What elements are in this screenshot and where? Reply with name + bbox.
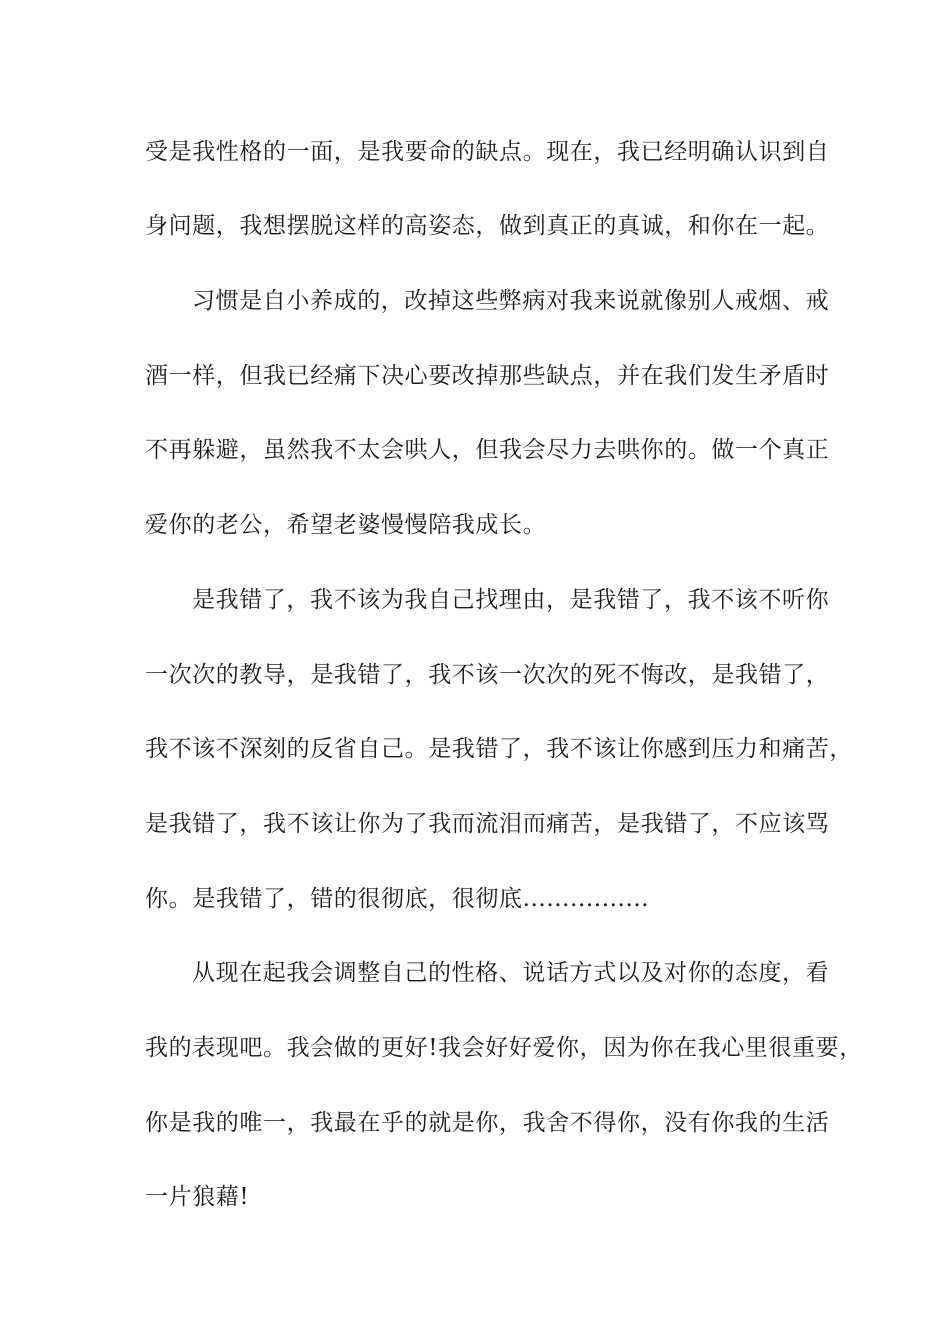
paragraph-3-line-2: 一次次的教导，是我错了，我不该一次次的死不悔改，是我错了， <box>145 662 830 688</box>
paragraph-1-line-2: 身问题，我想摆脱这样的高姿态，做到真正的真诚，和你在一起。 <box>145 213 830 239</box>
paragraph-1-line-1: 受是我性格的一面，是我要命的缺点。现在，我已经明确认识到自 <box>145 139 830 165</box>
paragraph-4-line-1: 从现在起我会调整自己的性格、说话方式以及对你的态度，看 <box>192 960 830 986</box>
paragraph-3-line-4: 是我错了，我不该让你为了我而流泪而痛苦，是我错了，不应该骂 <box>145 811 830 837</box>
paragraph-4-line-3: 你是我的唯一，我最在乎的就是你，我舍不得你，没有你我的生活 <box>145 1110 830 1136</box>
paragraph-4-line-2: 我的表现吧。我会做的更好!我会好好爱你，因为你在我心里很重要， <box>145 1035 863 1061</box>
paragraph-4-line-4: 一片狼藉! <box>145 1184 250 1210</box>
paragraph-3-line-1: 是我错了，我不该为我自己找理由，是我错了，我不该不听你 <box>192 587 830 613</box>
paragraph-3-line-3: 我不该不深刻的反省自己。是我错了，我不该让你感到压力和痛苦， <box>145 736 853 762</box>
paragraph-3-line-5: 你。是我错了，错的很彻底，很彻底................ <box>145 886 650 912</box>
paragraph-2-line-1: 习惯是自小养成的，改掉这些弊病对我来说就像别人戒烟、戒 <box>192 288 830 314</box>
paragraph-2-line-2: 酒一样，但我已经痛下决心要改掉那些缺点，并在我们发生矛盾时 <box>145 363 830 389</box>
paragraph-2-line-3: 不再躲避，虽然我不太会哄人，但我会尽力去哄你的。做一个真正 <box>145 437 830 463</box>
paragraph-2-line-4: 爱你的老公，希望老婆慢慢陪我成长。 <box>145 512 547 538</box>
